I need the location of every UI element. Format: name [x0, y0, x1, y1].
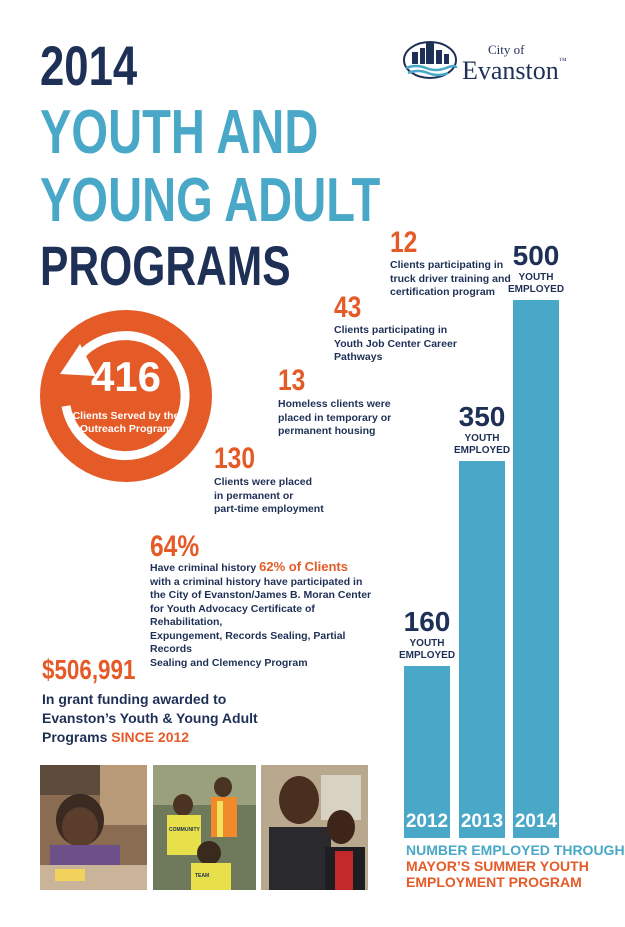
stat-housing-text: Homeless clients were placed in temporary or permanent housing: [278, 398, 392, 437]
bar-year-label: 2012: [405, 811, 449, 832]
shirt-text-2: TEAM: [195, 873, 210, 879]
logo-city-name: Evanston™: [462, 56, 567, 85]
outreach-label: Clients Served by the Outreach Program: [72, 410, 180, 435]
bar-employed-label: EMPLOYED: [507, 284, 565, 295]
criminal-history-text: Have criminal history 62% of Clients with a criminal history have participated in the City of Evanston/James B. Moran Center for Youth Advocacy Certificate of Rehabilitation, Expungement, Records Sealing, Partial Records Sealing and Clemency Program: [150, 559, 372, 669]
grant-highlight: SINCE 2012: [111, 729, 190, 745]
outreach-count: 416: [90, 353, 162, 400]
title-line-young-adult: YOUNG ADULT: [40, 166, 381, 235]
bar-value-label: 350: [458, 401, 506, 432]
bar-2013: [459, 461, 505, 838]
grant-amount: $506,991: [42, 654, 136, 685]
criminal-history-percent: 64%: [150, 530, 200, 563]
stat-employment-number: 130: [214, 442, 256, 475]
criminal-highlight: 62% of Clients: [259, 559, 348, 574]
bar-youth-label: YOUTH: [518, 272, 554, 283]
photo-student-writing: [40, 765, 147, 890]
chart-caption-line1: NUMBER EMPLOYED THROUGH: [406, 842, 625, 858]
logo-city-of: City of: [488, 42, 525, 57]
chart-caption-line2: MAYOR’S SUMMER YOUTH: [406, 858, 589, 874]
bar-value-label: 500: [512, 240, 560, 271]
bar-year-label: 2013: [460, 811, 504, 832]
stat-truck-number: 12: [390, 226, 418, 259]
stat-truck-text: Clients participating in truck driver training and certification program: [390, 259, 511, 298]
photo-community-team: [153, 765, 256, 890]
bar-youth-label: YOUTH: [464, 433, 500, 444]
stat-career-number: 43: [334, 291, 362, 324]
bar-employed-label: EMPLOYED: [398, 650, 456, 661]
shirt-text: COMMUNITY: [169, 827, 200, 833]
grant-text: In grant funding awarded to Evanston’s Youth & Young Adult Programs SINCE 2012: [42, 691, 258, 745]
bar-year-label: 2014: [514, 811, 558, 832]
bar-value-label: 160: [403, 606, 451, 637]
stat-career-text: Clients participating in Youth Job Center Career Pathways: [334, 324, 457, 363]
title-line-youth: YOUTH AND: [40, 98, 319, 167]
city-skyline-logo-icon: [402, 38, 458, 80]
title-line-programs: PROGRAMS: [40, 234, 291, 297]
stat-employment-text: Clients were placed in permanent or part-time employment: [214, 476, 324, 515]
chart-caption-line3: EMPLOYMENT PROGRAM: [406, 874, 582, 890]
bar-youth-label: YOUTH: [409, 638, 445, 649]
photo-young-men: [261, 765, 368, 890]
stat-housing-number: 13: [278, 364, 306, 397]
title-year: 2014: [40, 34, 138, 97]
bar-2014: [513, 300, 559, 838]
bar-employed-label: EMPLOYED: [453, 445, 511, 456]
